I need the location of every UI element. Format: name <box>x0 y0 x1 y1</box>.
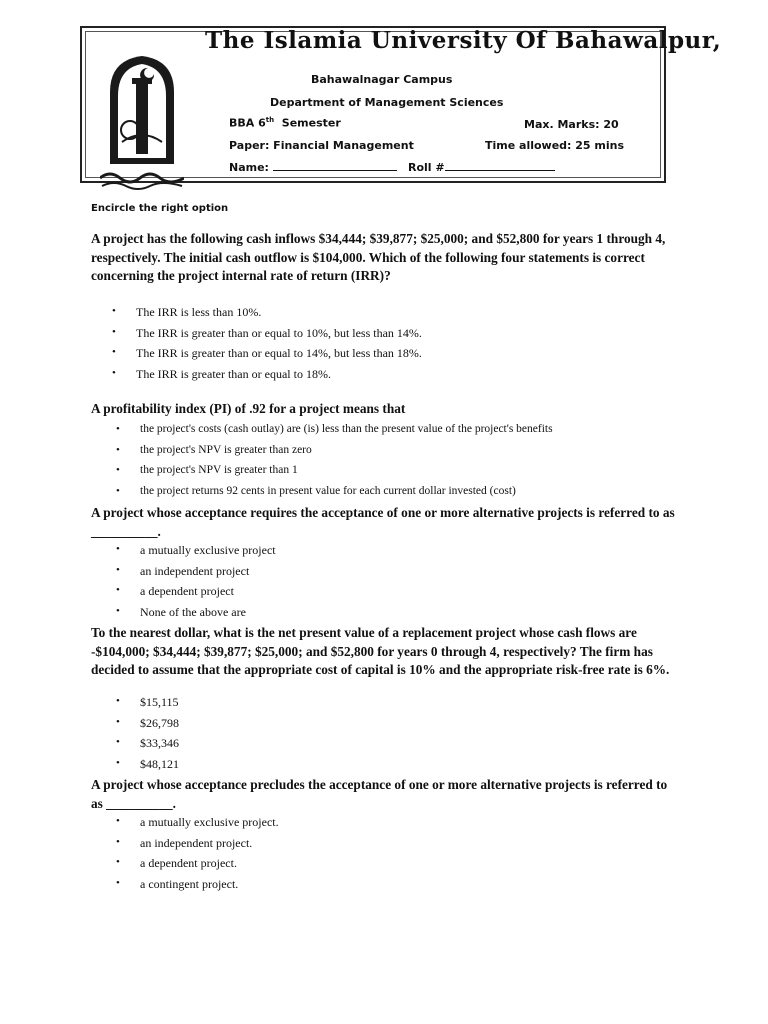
name-label: Name: <box>229 161 269 174</box>
roll-label: Roll # <box>408 161 445 174</box>
option-item[interactable]: • a mutually exclusive project <box>140 543 276 564</box>
question-2: A profitability index (PI) of .92 for a project means that <box>91 401 406 416</box>
option-item[interactable]: • $15,115 <box>140 695 179 716</box>
option-item[interactable]: • the project's NPV is greater than 1 <box>140 464 553 485</box>
option-item[interactable]: • The IRR is greater than or equal to 18%. <box>136 367 422 388</box>
option-item[interactable]: • a dependent project. <box>140 856 279 877</box>
program-semester <box>229 116 341 130</box>
roll-row <box>408 160 555 174</box>
option-item[interactable]: • a contingent project. <box>140 877 279 898</box>
option-item[interactable]: • an independent project <box>140 564 276 585</box>
option-item[interactable]: • the project's costs (cash outlay) are (is) less than the present value of the project's benefits <box>140 423 553 444</box>
time-allowed: Time allowed: 25 mins <box>485 139 625 152</box>
option-item[interactable]: • a dependent project <box>140 584 276 605</box>
question-4: To the nearest dollar, what is the net present value of a replacement project whose cash flows are -$104,000; $34,444; $39,877; $25,000; and $52,800 for years 0 through 4, respectively? The firm has decided to assume that the appropriate cost of capital is 10% and the appropriate risk-free rate is 6%. <box>91 625 670 677</box>
question-5: A project whose acceptance precludes the acceptance of one or more alternative projects is referred to as __________. <box>91 777 668 811</box>
question-3: A project whose acceptance requires the acceptance of one or more alternative projects is referred to as __________. <box>91 505 675 539</box>
program-sup: th <box>265 116 275 124</box>
name-blank[interactable] <box>273 160 397 171</box>
option-item[interactable]: • None of the above are <box>140 605 276 626</box>
max-marks: Max. Marks: 20 <box>524 118 619 131</box>
program-label: BBA 6 <box>229 116 266 130</box>
option-item[interactable]: • an independent project. <box>140 836 279 857</box>
option-item[interactable]: • the project returns 92 cents in present value for each current dollar invested (cost) <box>140 485 553 506</box>
option-item[interactable]: • the project's NPV is greater than zero <box>140 444 553 465</box>
paper-title: Paper: Financial Management <box>229 139 414 152</box>
option-item[interactable]: • The IRR is greater than or equal to 10%, but less than 14%. <box>136 326 422 347</box>
question-1-options <box>136 305 422 387</box>
name-row <box>229 160 397 174</box>
option-item[interactable]: • The IRR is less than 10%. <box>136 305 422 326</box>
university-logo-icon <box>100 52 184 192</box>
question-4-options <box>140 695 179 778</box>
option-item[interactable]: • The IRR is greater than or equal to 14%, but less than 18%. <box>136 346 422 367</box>
campus-name: Bahawalnagar Campus <box>311 73 453 86</box>
question-5-options <box>140 815 279 898</box>
instruction-text: Encircle the right option <box>91 203 229 214</box>
roll-blank[interactable] <box>445 160 555 171</box>
semester-label: Semester <box>281 116 341 130</box>
option-item[interactable]: • $26,798 <box>140 716 179 737</box>
option-item[interactable]: • a mutually exclusive project. <box>140 815 279 836</box>
question-1: A project has the following cash inflows $34,444; $39,877; $25,000; and $52,800 for years 1 through 4, respectively. The initial cash outflow is $104,000. Which of the following four statements is correct concerning the project internal rate of return (IRR)? <box>91 231 666 283</box>
university-title: The Islamia University Of Bahawalpur, <box>205 27 722 54</box>
option-item[interactable]: • $33,346 <box>140 736 179 757</box>
question-2-options <box>140 423 553 506</box>
option-item[interactable]: • $48,121 <box>140 757 179 778</box>
department-name: Department of Management Sciences <box>270 96 504 109</box>
question-3-options <box>140 543 276 626</box>
